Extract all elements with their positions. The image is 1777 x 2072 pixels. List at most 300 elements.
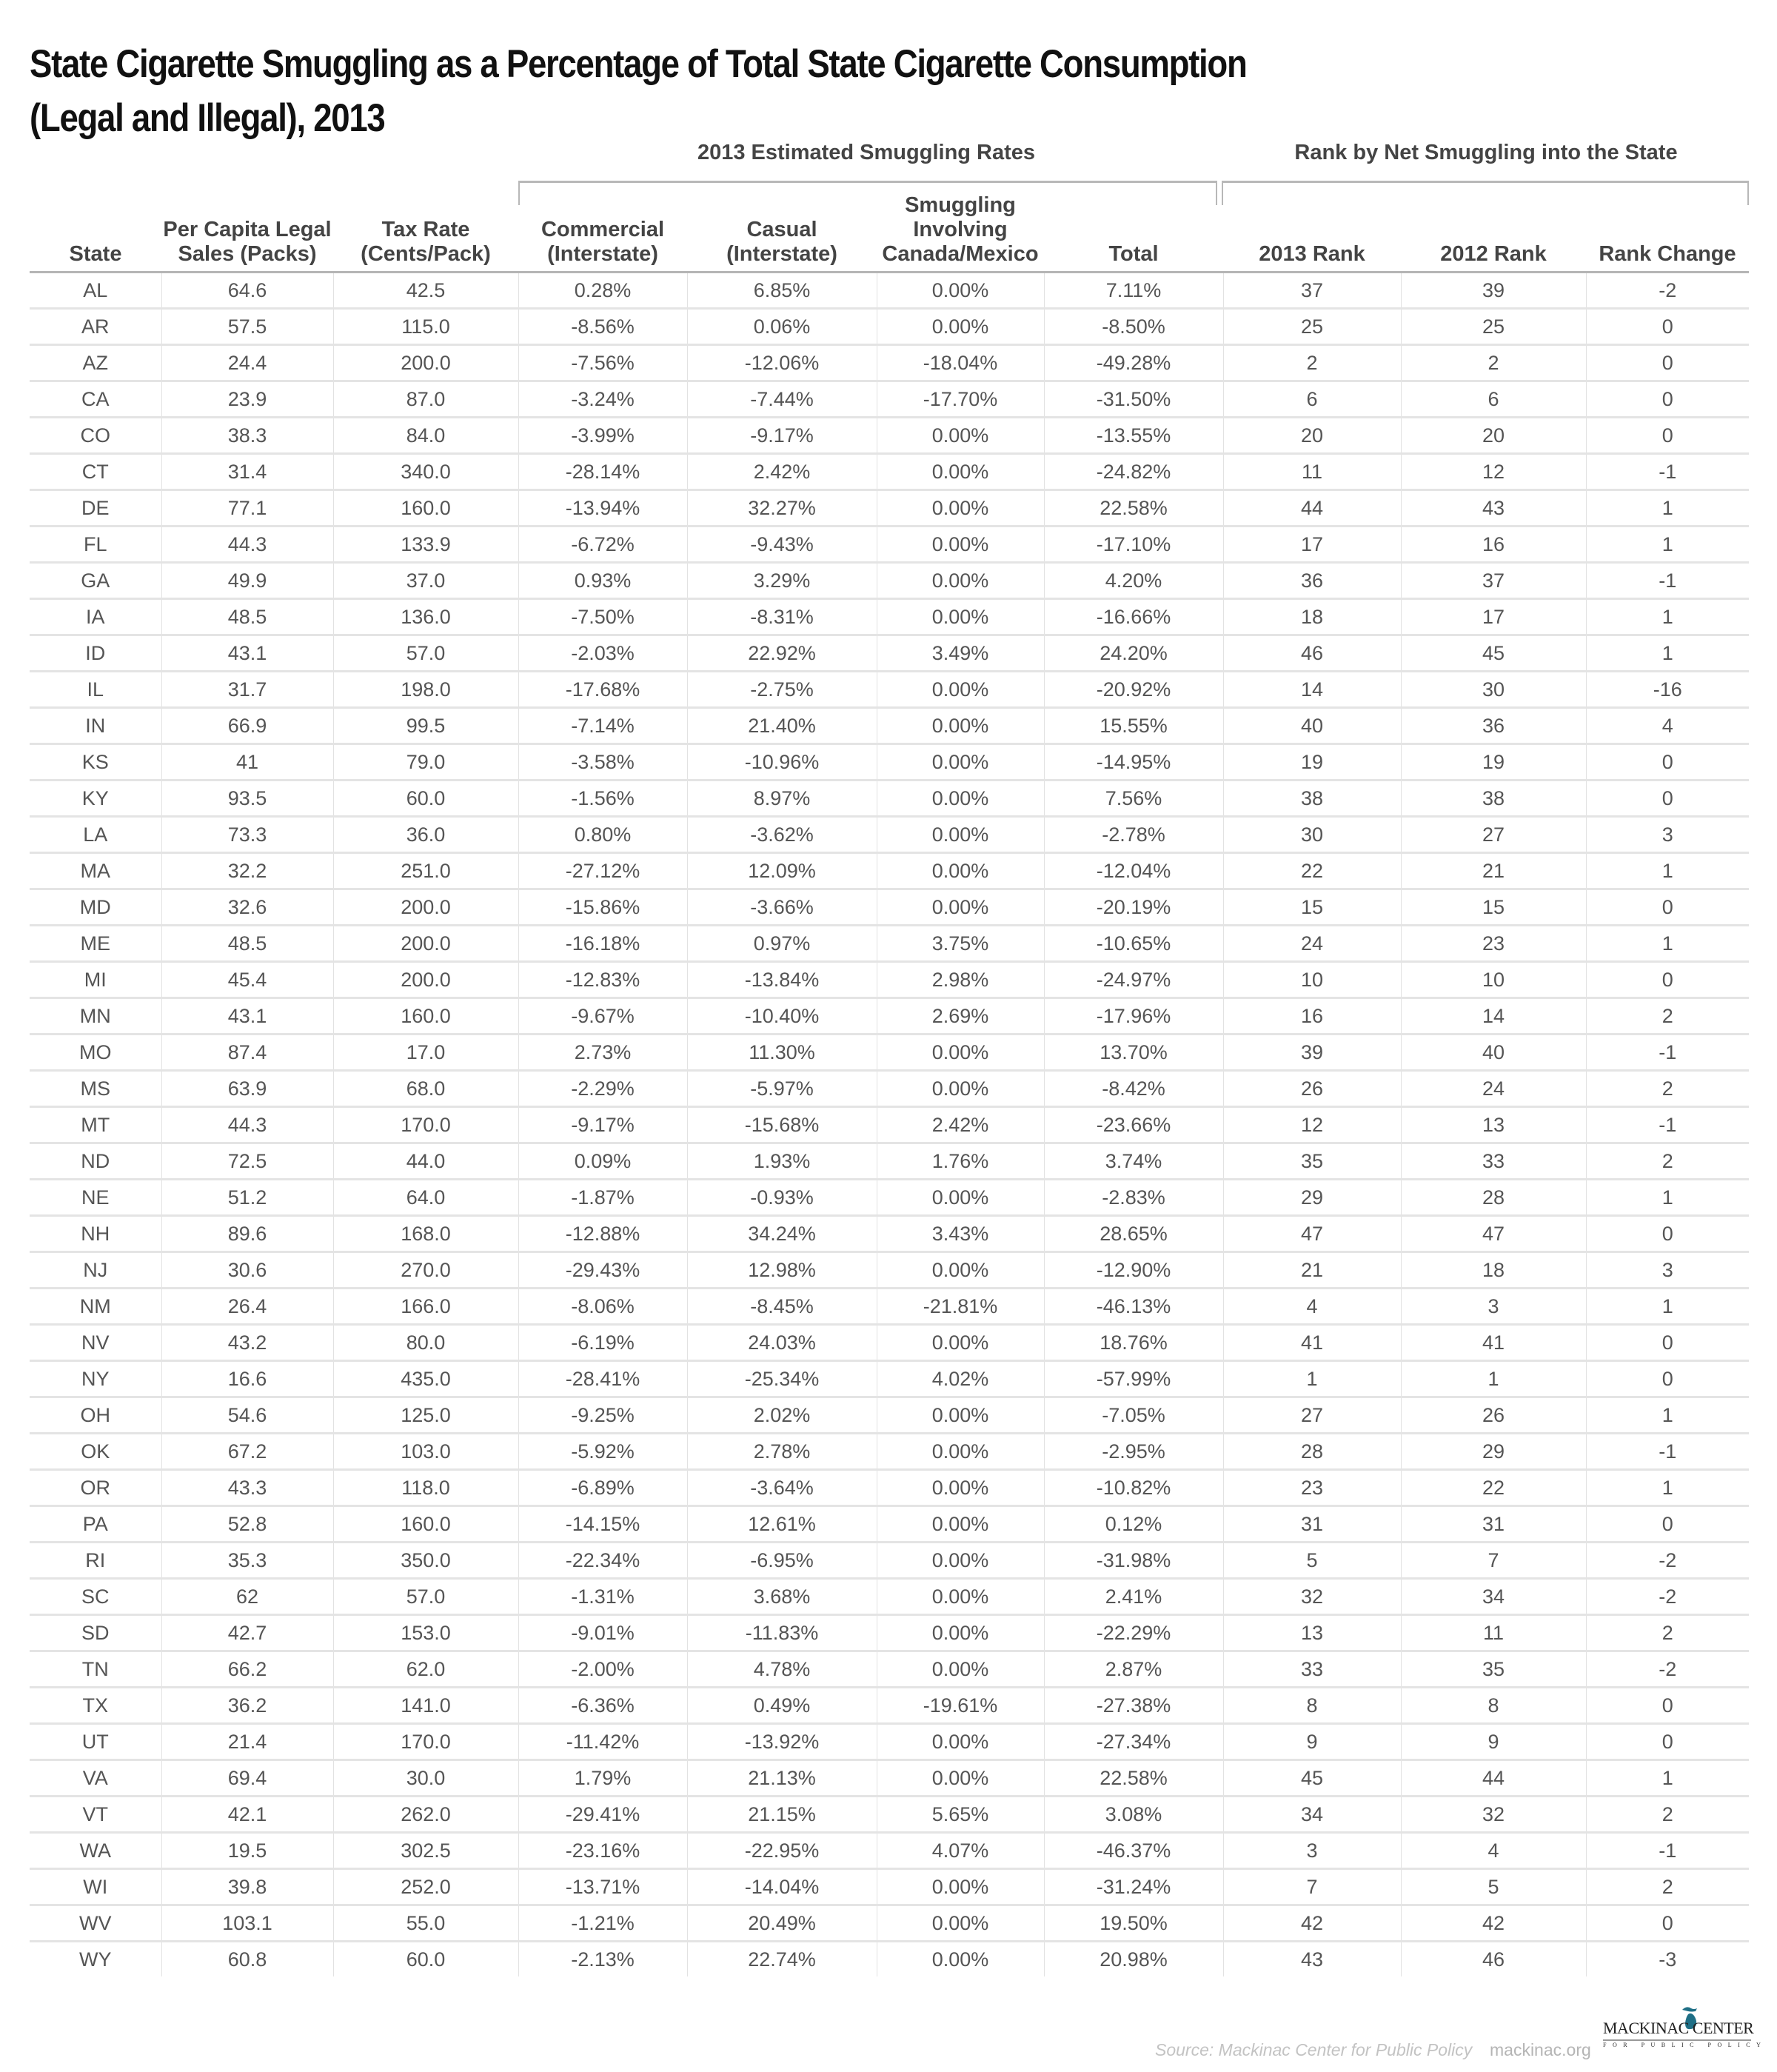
cell-rank-2012: 38 [1401, 781, 1586, 817]
cell-rank-2012: 2 [1401, 345, 1586, 381]
cell-rank-change: -1 [1586, 1833, 1749, 1869]
cell-rank-2013: 46 [1223, 635, 1401, 672]
cell-rank-2012: 21 [1401, 853, 1586, 889]
cell-rank-change: 1 [1586, 599, 1749, 635]
cell-rank-2013: 33 [1223, 1651, 1401, 1688]
cell-state: WA [30, 1833, 161, 1869]
cell-tax-rate: 118.0 [333, 1470, 518, 1506]
cell-commercial: -6.89% [518, 1470, 687, 1506]
cell-state: MN [30, 998, 161, 1035]
cell-state: MA [30, 853, 161, 889]
cell-commercial: -29.43% [518, 1252, 687, 1289]
cell-canada-mexico: 0.00% [877, 1397, 1044, 1434]
cell-total: -27.38% [1044, 1688, 1223, 1724]
cell-state: KS [30, 744, 161, 781]
cell-casual: 6.85% [687, 273, 877, 309]
cell-rank-2013: 16 [1223, 998, 1401, 1035]
cell-rank-2012: 32 [1401, 1797, 1586, 1833]
cell-rank-2013: 20 [1223, 418, 1401, 454]
cell-rank-change: -1 [1586, 454, 1749, 490]
cell-rank-2013: 17 [1223, 527, 1401, 563]
cell-state: CT [30, 454, 161, 490]
table-body [30, 273, 1749, 1977]
cell-commercial: -28.41% [518, 1361, 687, 1397]
cell-total: 3.74% [1044, 1143, 1223, 1180]
header-text: 2013 Rank [1259, 242, 1365, 266]
cell-rank-2013: 9 [1223, 1724, 1401, 1760]
cell-per-capita-sales: 49.9 [161, 563, 333, 599]
column-header-rank-change [1586, 185, 1749, 273]
cell-canada-mexico: -17.70% [877, 381, 1044, 418]
cell-rank-2012: 18 [1401, 1252, 1586, 1289]
cell-per-capita-sales: 64.6 [161, 273, 333, 309]
table-row [30, 998, 1749, 1035]
cell-state: WY [79, 1948, 112, 1971]
cell-casual: -11.83% [687, 1615, 877, 1651]
cell-total: 0.12% [1044, 1506, 1223, 1543]
cell-total: -27.34% [1044, 1724, 1223, 1760]
cell-state: NV [30, 1325, 161, 1361]
cell-tax-rate: 64.0 [333, 1180, 518, 1216]
header-text [1223, 193, 1401, 218]
cell-casual: -22.95% [687, 1833, 877, 1869]
cell-rank-2012: 11 [1401, 1615, 1586, 1651]
cell-rank-2013: 36 [1223, 563, 1401, 599]
cell-canada-mexico: 0.00% [877, 1724, 1044, 1760]
cell-rank-change: 1 [1586, 1289, 1749, 1325]
cell-rank-change: 0 [1586, 309, 1749, 345]
cell-per-capita-sales: 89.6 [161, 1216, 333, 1252]
header-text: Rank Change [1599, 242, 1736, 266]
cell-tax-rate: 141.0 [333, 1688, 518, 1724]
cell-state: MO [30, 1035, 161, 1071]
cell-tax-rate: 84.0 [333, 418, 518, 454]
cell-tax-rate: 168.0 [333, 1216, 518, 1252]
table-row [30, 527, 1749, 563]
cell-total: -22.29% [1044, 1615, 1223, 1651]
cell-state: IL [30, 672, 161, 708]
cell-rank-2013: 28 [1223, 1434, 1401, 1470]
cell-canada-mexico: 5.65% [877, 1797, 1044, 1833]
cell-rank-2012: 26 [1401, 1397, 1586, 1434]
cell-total: 3.08% [1044, 1797, 1223, 1833]
cell-rank-change: 0 [1586, 962, 1749, 998]
cell-per-capita-sales: 26.4 [161, 1289, 333, 1325]
cell-per-capita-sales: 103.1 [161, 1905, 333, 1942]
cell-state: MS [30, 1071, 161, 1107]
cell-per-capita-sales: 63.9 [161, 1071, 333, 1107]
cell-total: -17.10% [1044, 527, 1223, 563]
cell-casual: 0.49% [687, 1688, 877, 1724]
cell-commercial: -15.86% [518, 889, 687, 926]
cell-rank-change: 2 [1586, 998, 1749, 1035]
table-row [30, 1688, 1749, 1724]
table-row [30, 490, 1749, 527]
cell-rank-2013: 35 [1223, 1143, 1401, 1180]
cell-rank-change: -2 [1586, 1543, 1749, 1579]
cell-tax-rate: 200.0 [333, 345, 518, 381]
table-row [30, 1107, 1749, 1143]
group-label-rank: Rank by Net Smuggling into the State [1294, 141, 1678, 164]
cell-rank-2012: 39 [1401, 273, 1586, 309]
cell-tax-rate: 170.0 [333, 1724, 518, 1760]
header-text: Involving [913, 218, 1008, 241]
cell-commercial: -9.67% [518, 998, 687, 1035]
cell-state: UT [30, 1724, 161, 1760]
cell-commercial: -13.94% [518, 490, 687, 527]
cell-canada-mexico: 0.00% [877, 563, 1044, 599]
cell-rank-change: 0 [1586, 1216, 1749, 1252]
logo-sub-text: FOR PUBLIC POLICY [1603, 2039, 1751, 2048]
cell-canada-mexico: 0.00% [877, 454, 1044, 490]
cell-rank-change: 1 [1586, 1180, 1749, 1216]
cell-per-capita-sales: 24.4 [161, 345, 333, 381]
cell-rank-2013: 18 [1223, 599, 1401, 635]
header-text [1586, 193, 1749, 218]
cell-canada-mexico: -18.04% [877, 345, 1044, 381]
cell-per-capita-sales: 43.1 [161, 998, 333, 1035]
cell-rank-2013: 8 [1223, 1688, 1401, 1724]
header-text: Commercial [541, 218, 664, 241]
cell-tax-rate: 62.0 [333, 1651, 518, 1688]
cell-commercial: -2.00% [518, 1651, 687, 1688]
site-link[interactable]: mackinac.org [1490, 2040, 1591, 2059]
cell-per-capita-sales: 42.7 [161, 1615, 333, 1651]
cell-state: NJ [30, 1252, 161, 1289]
cell-rank-change: 0 [1586, 1361, 1749, 1397]
cell-per-capita-sales: 69.4 [161, 1760, 333, 1797]
cell-rank-change: 0 [1586, 1688, 1749, 1724]
cell-rank-2013: 39 [1223, 1035, 1401, 1071]
cell-rank-2012: 8 [1401, 1688, 1586, 1724]
column-header-per-capita-sales [161, 185, 333, 273]
cell-state: ND [30, 1143, 161, 1180]
cell-rank-2013: 5 [1223, 1543, 1401, 1579]
table-row [30, 273, 1749, 309]
cell-tax-rate: 170.0 [333, 1107, 518, 1143]
cell-casual: 12.09% [687, 853, 877, 889]
cell-casual: -3.62% [687, 817, 877, 853]
cell-casual: 3.68% [687, 1579, 877, 1615]
cell-total: -46.37% [1044, 1833, 1223, 1869]
cell-rank-2012: 3 [1401, 1289, 1586, 1325]
cell-state: AL [30, 273, 161, 309]
table-row [30, 635, 1749, 672]
cell-tax-rate: 340.0 [333, 454, 518, 490]
cell-canada-mexico: 3.49% [877, 635, 1044, 672]
cell-state: NY [30, 1361, 161, 1397]
cell-rank-2012: 25 [1401, 309, 1586, 345]
header-text: Sales (Packs) [178, 242, 317, 266]
table-row [30, 744, 1749, 781]
cell-tax-rate: 17.0 [333, 1035, 518, 1071]
cell-total: -23.66% [1044, 1107, 1223, 1143]
cell-casual: 20.49% [687, 1905, 877, 1942]
cell-rank-2012: 10 [1401, 962, 1586, 998]
cell-rank-2012: 14 [1401, 998, 1586, 1035]
cell-state: GA [30, 563, 161, 599]
table-row [30, 1397, 1749, 1434]
header-text: Total [1108, 242, 1159, 266]
cell-tax-rate: 125.0 [333, 1397, 518, 1434]
cell-total: 2.41% [1044, 1579, 1223, 1615]
cell-per-capita-sales: 93.5 [161, 781, 333, 817]
cell-tax-rate: 115.0 [333, 309, 518, 345]
cell-canada-mexico: 0.00% [877, 708, 1044, 744]
cell-state: ME [30, 926, 161, 962]
cell-rank-2013: 45 [1223, 1760, 1401, 1797]
cell-total: 22.58% [1044, 490, 1223, 527]
cell-per-capita-sales: 73.3 [161, 817, 333, 853]
cell-commercial: -23.16% [518, 1833, 687, 1869]
header-text [1044, 218, 1223, 242]
cell-commercial: -1.31% [518, 1579, 687, 1615]
table-row [30, 1035, 1749, 1071]
cell-per-capita-sales: 77.1 [161, 490, 333, 527]
cell-state: FL [30, 527, 161, 563]
cell-state: MI [30, 962, 161, 998]
cell-total: -2.78% [1044, 817, 1223, 853]
cell-canada-mexico: 0.00% [877, 1325, 1044, 1361]
cell-total: -24.82% [1044, 454, 1223, 490]
cell-canada-mexico: 0.00% [877, 1071, 1044, 1107]
column-header-rank-2012 [1401, 185, 1586, 273]
cell-commercial: 0.09% [518, 1143, 687, 1180]
cell-state: OR [30, 1470, 161, 1506]
cell-casual: -10.96% [687, 744, 877, 781]
cell-rank-2012: 45 [1401, 635, 1586, 672]
cell-rank-change: 0 [1586, 1325, 1749, 1361]
cell-rank-2013: 2 [1223, 345, 1401, 381]
cell-rank-2012: 9 [1401, 1724, 1586, 1760]
cell-rank-2012: 17 [1401, 599, 1586, 635]
cell-commercial: -9.01% [518, 1615, 687, 1651]
cell-rank-2013: 34 [1223, 1797, 1401, 1833]
cell-state: VT [30, 1797, 161, 1833]
cell-rank-change: 1 [1586, 1760, 1749, 1797]
cell-rank-change: -2 [1586, 273, 1749, 309]
cell-casual: 22.74% [687, 1942, 877, 1977]
cell-state: MT [30, 1107, 161, 1143]
table-row [30, 563, 1749, 599]
cell-rank-change: 0 [1586, 381, 1749, 418]
smuggling-table [30, 185, 1749, 1976]
header-text [161, 193, 333, 218]
cell-total: 4.20% [1044, 563, 1223, 599]
cell-rank-change: 0 [1586, 1506, 1749, 1543]
cell-casual: 4.78% [687, 1651, 877, 1688]
title-line-1: State Cigarette Smuggling as a Percentage of Total State Cigarette Consumption [30, 42, 1247, 86]
cell-tax-rate: 200.0 [333, 926, 518, 962]
cell-rank-change: 1 [1586, 926, 1749, 962]
cell-per-capita-sales: 67.2 [161, 1434, 333, 1470]
cell-rank-2012: 5 [1401, 1869, 1586, 1905]
cell-rank-change: 2 [1586, 1797, 1749, 1833]
cell-state: LA [30, 817, 161, 853]
header-text [518, 193, 687, 218]
cell-per-capita-sales: 87.4 [161, 1035, 333, 1071]
header-text [30, 218, 161, 242]
cell-per-capita-sales: 43.1 [161, 635, 333, 672]
table-row [30, 1724, 1749, 1760]
table-row [30, 1869, 1749, 1905]
cell-casual: -12.06% [687, 345, 877, 381]
cell-total: 13.70% [1044, 1035, 1223, 1071]
cell-casual: -6.95% [687, 1543, 877, 1579]
cell-casual: -10.40% [687, 998, 877, 1035]
cell-rank-2013: 15 [1223, 889, 1401, 926]
cell-rank-2013: 12 [1223, 1107, 1401, 1143]
cell-rank-2013: 10 [1223, 962, 1401, 998]
cell-rank-2012: 47 [1401, 1216, 1586, 1252]
cell-commercial: -12.88% [518, 1216, 687, 1252]
cell-canada-mexico: 0.00% [877, 1942, 1044, 1977]
table-row [30, 1651, 1749, 1688]
cell-commercial: -29.41% [518, 1797, 687, 1833]
cell-rank-change: 2 [1586, 1071, 1749, 1107]
cell-casual: 32.27% [687, 490, 877, 527]
header-text [30, 193, 161, 218]
cell-state: NE [30, 1180, 161, 1216]
cell-per-capita-sales: 66.9 [161, 708, 333, 744]
cell-casual: 22.92% [687, 635, 877, 672]
cell-rank-2012: 43 [1401, 490, 1586, 527]
cell-rank-2013: 6 [1223, 381, 1401, 418]
table-row [30, 454, 1749, 490]
cell-rank-2012: 15 [1401, 889, 1586, 926]
cell-per-capita-sales: 31.4 [161, 454, 333, 490]
title-line-2: (Legal and Illegal), 2013 [30, 96, 385, 140]
cell-tax-rate: 302.5 [333, 1833, 518, 1869]
cell-per-capita-sales: 44.3 [161, 1107, 333, 1143]
cell-canada-mexico: 0.00% [877, 273, 1044, 309]
cell-commercial: -6.19% [518, 1325, 687, 1361]
cell-total: -57.99% [1044, 1361, 1223, 1397]
table-row [30, 1180, 1749, 1216]
cell-per-capita-sales: 39.8 [161, 1869, 333, 1905]
cell-commercial: 2.73% [518, 1035, 687, 1071]
cell-state: IA [30, 599, 161, 635]
table-row [30, 817, 1749, 853]
cell-total: -14.95% [1044, 744, 1223, 781]
cell-canada-mexico: 0.00% [877, 1760, 1044, 1797]
cell-state: PA [30, 1506, 161, 1543]
cell-commercial: -9.17% [518, 1107, 687, 1143]
cell-total: 15.55% [1044, 708, 1223, 744]
cell-casual: 0.97% [687, 926, 877, 962]
cell-tax-rate: 68.0 [333, 1071, 518, 1107]
table-row [30, 1905, 1749, 1942]
cell-canada-mexico: 4.07% [877, 1833, 1044, 1869]
cell-total: -12.90% [1044, 1252, 1223, 1289]
header-text [333, 193, 518, 218]
cell-rank-2013: 4 [1223, 1289, 1401, 1325]
cell-commercial: -1.87% [518, 1180, 687, 1216]
cell-rank-change: 2 [1586, 1143, 1749, 1180]
cell-canada-mexico: 2.42% [877, 1107, 1044, 1143]
cell-casual: -8.31% [687, 599, 877, 635]
table-row [30, 781, 1749, 817]
table-row [30, 1071, 1749, 1107]
cell-rank-2012: 12 [1401, 454, 1586, 490]
header-text: (Interstate) [547, 242, 658, 266]
cell-rank-2012: 41 [1401, 1325, 1586, 1361]
cell-canada-mexico: 0.00% [877, 1579, 1044, 1615]
cell-canada-mexico: -21.81% [877, 1289, 1044, 1325]
cell-tax-rate: 200.0 [333, 962, 518, 998]
cell-rank-2012: 7 [1401, 1543, 1586, 1579]
table-row [30, 1942, 1749, 1977]
cell-canada-mexico: 2.69% [877, 998, 1044, 1035]
cell-commercial: -5.92% [518, 1434, 687, 1470]
column-header-state [30, 185, 161, 273]
cell-rank-2012: 42 [1401, 1905, 1586, 1942]
cell-tax-rate: 44.0 [333, 1143, 518, 1180]
cell-canada-mexico: 0.00% [877, 889, 1044, 926]
mackinac-logo [1603, 2001, 1767, 2048]
cell-total: -12.04% [1044, 853, 1223, 889]
logo-main-text: MACKINAC CENTER [1603, 2019, 1754, 2037]
cell-state: TX [30, 1688, 161, 1724]
cell-commercial: 0.80% [518, 817, 687, 853]
cell-tax-rate: 55.0 [333, 1905, 518, 1942]
cell-canada-mexico: 0.00% [877, 817, 1044, 853]
cell-canada-mexico: 0.00% [877, 1651, 1044, 1688]
cell-state: WV [30, 1905, 161, 1942]
cell-casual: 21.15% [687, 1797, 877, 1833]
cell-rank-2013: 7 [1223, 1869, 1401, 1905]
cell-per-capita-sales: 48.5 [161, 926, 333, 962]
table-row [30, 889, 1749, 926]
cell-casual: -3.64% [687, 1470, 877, 1506]
cell-commercial: -3.58% [518, 744, 687, 781]
cell-tax-rate: 270.0 [333, 1252, 518, 1289]
cell-commercial: -9.25% [518, 1397, 687, 1434]
page-title [30, 37, 1494, 145]
cell-tax-rate: 153.0 [333, 1615, 518, 1651]
cell-per-capita-sales: 51.2 [161, 1180, 333, 1216]
cell-per-capita-sales: 43.2 [161, 1325, 333, 1361]
header-row [30, 185, 1749, 273]
cell-total: -31.24% [1044, 1869, 1223, 1905]
table-row [30, 1325, 1749, 1361]
cell-canada-mexico: 0.00% [877, 1252, 1044, 1289]
cell-rank-change: 0 [1586, 418, 1749, 454]
cell-rank-change: -1 [1586, 1107, 1749, 1143]
cell-rank-change: -2 [1586, 1651, 1749, 1688]
cell-tax-rate: 57.0 [333, 1579, 518, 1615]
cell-casual: -2.75% [687, 672, 877, 708]
cell-total: -8.42% [1044, 1071, 1223, 1107]
cell-tax-rate: 435.0 [333, 1361, 518, 1397]
cell-total: 2.87% [1044, 1651, 1223, 1688]
cell-total: -10.65% [1044, 926, 1223, 962]
header-text [1401, 218, 1586, 242]
cell-state: IN [30, 708, 161, 744]
cell-rank-change: 3 [1586, 817, 1749, 853]
cell-total: 7.11% [1044, 273, 1223, 309]
cell-rank-2012: 1 [1401, 1361, 1586, 1397]
cell-per-capita-sales: 41 [161, 744, 333, 781]
cell-canada-mexico: 0.00% [877, 1905, 1044, 1942]
cell-rank-change: 0 [1586, 781, 1749, 817]
table-row [30, 381, 1749, 418]
cell-tax-rate: 36.0 [333, 817, 518, 853]
cell-commercial: -17.68% [518, 672, 687, 708]
cell-rank-change: -16 [1586, 672, 1749, 708]
cell-total: 18.76% [1044, 1325, 1223, 1361]
column-header-commercial [518, 185, 687, 273]
